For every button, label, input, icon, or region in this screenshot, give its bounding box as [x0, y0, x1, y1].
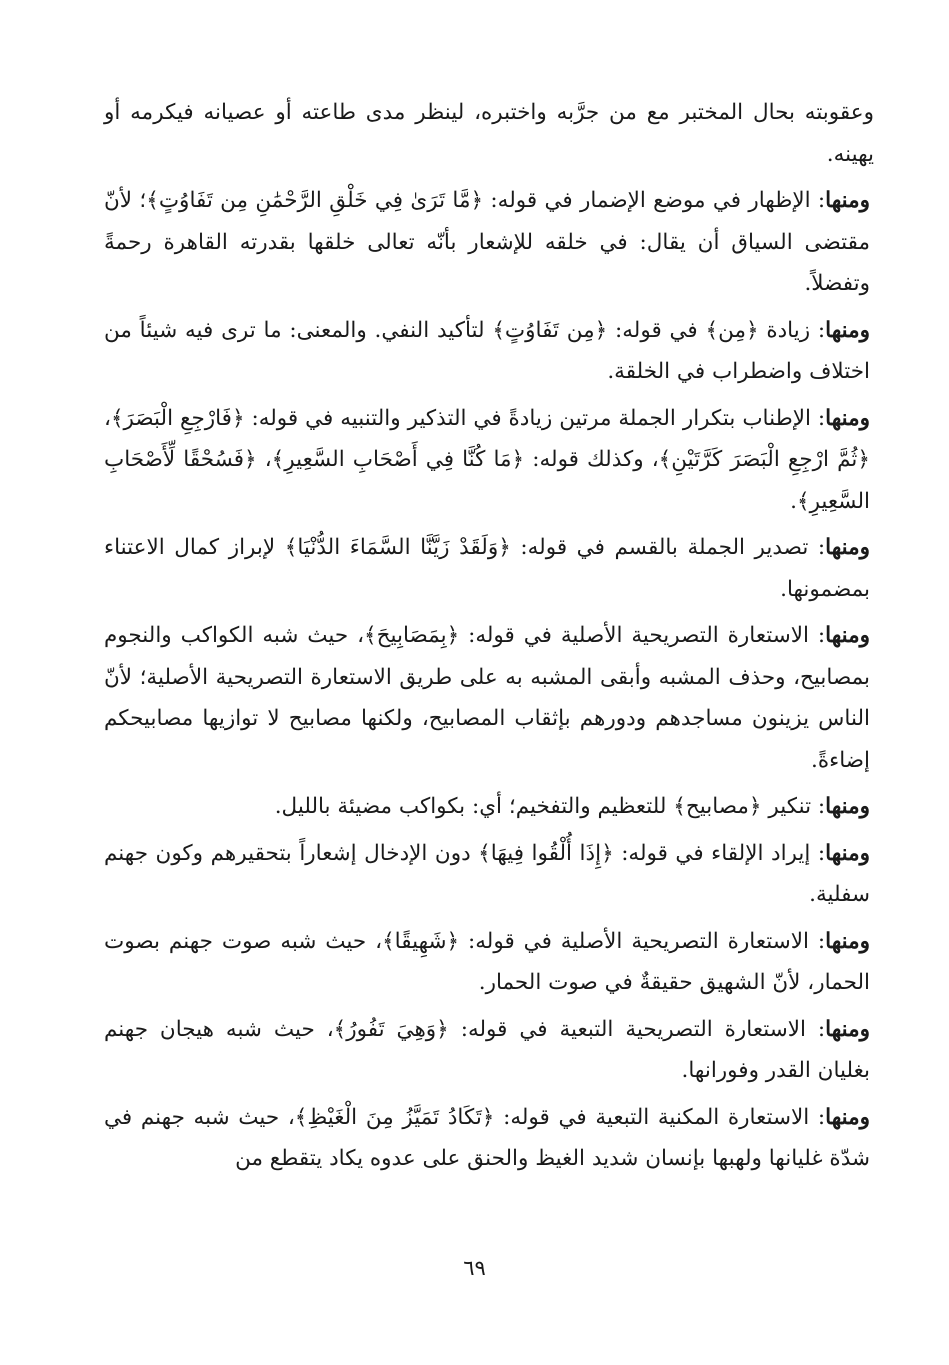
paragraph-lead: ومنها [825, 188, 870, 213]
paragraph-7 [104, 786, 874, 828]
paragraph-text: : تنكير ﴿مصابيح﴾ للتعظيم والتفخيم؛ أي: بكواكب مضيئة بالليل. [274, 794, 826, 819]
paragraph-lead: ومنها [825, 1104, 870, 1130]
paragraph-lead: ومنها [825, 623, 870, 648]
paragraph-8 [104, 833, 874, 916]
paragraph-6 [104, 615, 874, 781]
paragraph-text: : الاستعارة التصريحية الأصلية في قوله: ﴿بِمَصَابِيحَ﴾، حيث شبه الكواكب والنجوم بمصابيح، وحذف المشبه وأبقى المشبه به على طريق الاستعارة التصريحية الأصلية؛ لأنّ الناس يزينون مساجدهم ودورهم بإثقاب المصابيح، ولكنها مصابيح لا توازيها مصابيحكم إضاءةً. [104, 623, 870, 773]
paragraph-11 [104, 1097, 874, 1180]
paragraph-lead: ومنها [825, 794, 870, 819]
paragraph-lead: ومنها [825, 928, 870, 954]
paragraph-9 [104, 921, 874, 1004]
paragraph-text: : الاستعارة التصريحية الأصلية في قوله: ﴿شَهِيقًا﴾، حيث شبه صوت جهنم بصوت الحمار، لأنّ الشهيق حقيقةٌ في صوت الحمار. [104, 928, 870, 995]
paragraph-text: وعقوبته بحال المختبر مع من جرَّبه واختبره، لينظر مدى طاعته أو عصيانه فيكرمه أو يهينه. [104, 100, 874, 167]
paragraph-5 [104, 527, 874, 610]
paragraph-lead: ومنها [825, 535, 870, 560]
body-text [104, 92, 874, 1185]
paragraph-lead: ومنها [825, 317, 870, 343]
paragraph-2 [104, 180, 874, 305]
paragraph-text: : الإظهار في موضع الإضمار في قوله: ﴿مَّا تَرَىٰ فِي خَلْقِ الرَّحْمَٰنِ مِن تَفَاوُتٍ﴾؛ لأنّ مقتضى السياق أن يقال: في خلقه للإشعار بأنّه تعالى خلقها بقدرته القاهرة رحمةً وتفضلاً. [104, 188, 870, 296]
page-number: ٦٩ [463, 1256, 486, 1280]
paragraph-lead: ومنها [825, 405, 870, 431]
paragraph-text: : الإطناب بتكرار الجملة مرتين زيادةً في التذكير والتنبيه في قوله: ﴿فَارْجِعِ الْبَصَرَ﴾، ﴿ثُمَّ ارْجِعِ الْبَصَرَ كَرَّتَيْنِ﴾، وكذلك قوله: ﴿مَا كُنَّا فِي أَصْحَابِ السَّعِيرِ﴾، ﴿فَسُحْقًا لِّأَصْحَابِ السَّعِيرِ﴾. [104, 405, 870, 514]
paragraph-text: : الاستعارة التصريحية التبعية في قوله: ﴿وَهِيَ تَفُورُ﴾، حيث شبه هيجان جهنم بغليان القدر وفورانها. [104, 1016, 870, 1083]
paragraph-text: : إيراد الإلقاء في قوله: ﴿إِذَا أُلْقُوا فِيهَا﴾ دون الإدخال إشعاراً بتحقيرهم وكون جهنم سفلية. [104, 840, 870, 907]
paragraph-4 [104, 398, 874, 523]
paragraph-lead: ومنها [825, 840, 870, 866]
paragraph-lead: ومنها [825, 1016, 870, 1042]
paragraph-10 [104, 1009, 874, 1092]
paragraph-1 [104, 92, 874, 175]
paragraph-text: : تصدير الجملة بالقسم في قوله: ﴿وَلَقَدْ زَيَّنَّا السَّمَاءَ الدُّنْيَا﴾ لإبراز كمال الاعتناء بمضمونها. [104, 535, 870, 602]
paragraph-text: : زيادة ﴿مِن﴾ في قوله: ﴿مِن تَفَاوُتٍ﴾ لتأكيد النفي. والمعنى: ما ترى فيه شيئاً من اختلاف واضطراب في الخلقة. [104, 317, 870, 384]
paragraph-text: : الاستعارة المكنية التبعية في قوله: ﴿تَكَادُ تَمَيَّزُ مِنَ الْغَيْظِ﴾، حيث شبه جهنم في شدّة غليانها ولهبها بإنسان شديد الغيظ والحنق على عدوه يكاد يتقطع من [104, 1104, 870, 1171]
paragraph-3 [104, 310, 874, 393]
